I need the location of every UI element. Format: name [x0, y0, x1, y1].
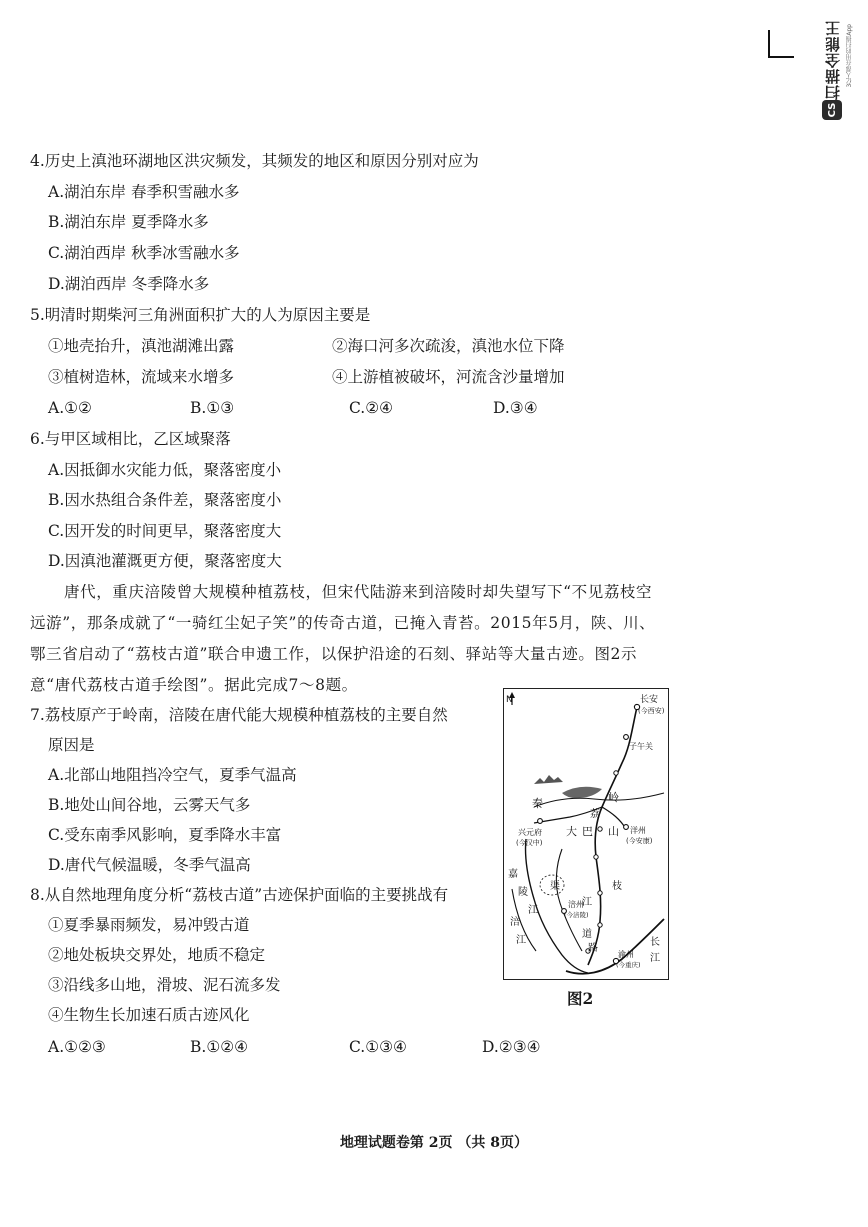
label-changan-today: (今西安) — [638, 707, 665, 715]
question-6-option-c: C.因开发的时间更早，聚落密度大 — [48, 522, 282, 540]
station-icon — [598, 923, 602, 927]
han-river — [534, 793, 664, 807]
question-7-stem: 7.荔枝原产于岭南，涪陵在唐代能大规模种植荔枝的主要自然 — [30, 706, 448, 724]
label-yuzhou-today: (今重庆) — [616, 961, 641, 969]
question-8-statement-4: ④生物生长加速石质古迹风化 — [48, 1006, 250, 1024]
passage-line-2: 远游”，那条成就了“一骑红尘妃子笑”的传奇古道，已掩入青苔。2015年5月，陕、川、 — [30, 614, 656, 632]
lychee-road-map — [503, 688, 669, 980]
label-qin: 秦 — [532, 797, 543, 810]
question-4-option-d: D.湖泊西岸 冬季降水多 — [48, 275, 210, 293]
label-da: 大 — [566, 825, 577, 838]
question-8-option-a: A.①②③ — [48, 1038, 106, 1056]
label-yangzhou: 洋州 — [630, 826, 646, 835]
question-6-stem: 6.与甲区域相比，乙区域聚落 — [30, 430, 231, 448]
question-7-stem-continued: 原因是 — [48, 736, 95, 754]
station-icon — [598, 891, 602, 895]
question-8-option-d: D.②③④ — [482, 1038, 541, 1056]
label-ling-river: 陵 — [518, 887, 528, 898]
label-yuzhou: 渝州 — [618, 950, 634, 959]
question-5-option-b: B.①③ — [190, 399, 235, 417]
question-8-option-b: B.①②④ — [190, 1038, 249, 1056]
watermark-subtitle: 3亿人都在用的扫描App — [846, 24, 853, 88]
question-6-option-d: D.因滇池灌溉更方便，聚落密度大 — [48, 552, 282, 570]
passage-line-4: 意“唐代荔枝古道手绘图”。据此完成7～8题。 — [30, 676, 358, 694]
label-dao: 道 — [582, 929, 592, 940]
station-icon — [614, 771, 618, 775]
question-8-stem: 8.从自然地理角度分析“荔枝古道”古迹保护面临的主要挑战有 — [30, 886, 449, 904]
station-icon — [594, 855, 598, 859]
question-7-option-a: A.北部山地阻挡冷空气，夏季气温高 — [48, 766, 297, 784]
watermark-title: 扫描全能王 — [824, 20, 842, 100]
mountain-icon — [534, 775, 563, 784]
map-drawing — [504, 689, 670, 981]
camscanner-logo-icon: CS — [822, 100, 842, 120]
label-chang: 长 — [650, 937, 660, 948]
question-7-option-d: D.唐代气候温暖，冬季气温高 — [48, 856, 251, 874]
question-6-option-a: A.因抵御水灾能力低，聚落密度小 — [48, 461, 282, 479]
question-4-stem: 4.历史上滇池环湖地区洪灾频发，其频发的地区和原因分别对应为 — [30, 152, 479, 170]
question-5-statement-1: ①地壳抬升，滇池湖滩出露 — [48, 337, 235, 355]
label-fuzhou-today: (今涪陵) — [564, 911, 589, 919]
question-5-statement-3: ③植树造林，流域来水增多 — [48, 368, 235, 386]
label-li: 荔 — [590, 809, 600, 820]
label-lu: 路 — [588, 943, 598, 954]
question-4-option-c: C.湖泊西岸 秋季冰雪融水多 — [48, 244, 240, 262]
station-icon — [598, 827, 602, 831]
scan-corner-mark — [768, 30, 794, 58]
question-4-option-b: B.湖泊东岸 夏季降水多 — [48, 213, 209, 231]
question-4-option-a: A.湖泊东岸 春季积雪融水多 — [48, 183, 240, 201]
label-yangzhou-today: (今安康) — [626, 837, 653, 845]
label-xingyuanfu: 兴元府 — [518, 828, 542, 837]
label-jiang-fu: 江 — [516, 935, 526, 946]
question-5-option-c: C.②④ — [349, 399, 394, 417]
station-yangzhou-icon — [624, 825, 629, 830]
station-xingyuanfu-icon — [538, 819, 543, 824]
question-5-statement-2: ②海口河多次疏浚，滇池水位下降 — [332, 337, 565, 355]
label-zhi: 枝 — [612, 881, 622, 892]
question-5-option-a: A.①② — [48, 399, 92, 417]
label-ling: 岭 — [608, 791, 619, 804]
label-ziwuguan: 子午关 — [629, 742, 653, 751]
label-qu: 渠 — [550, 881, 560, 892]
label-fu: 涪 — [510, 917, 520, 928]
north-label: N — [506, 695, 513, 705]
passage-line-3: 鄂三省启动了“荔枝古道”联合申遗工作，以保护沿途的石刻、驿站等大量古迹。图2示 — [30, 645, 638, 663]
question-5-option-d: D.③④ — [493, 399, 538, 417]
mountain-range-icon — [562, 787, 602, 798]
page-footer: 地理试题卷第 2页 （共 8页） — [339, 1135, 529, 1151]
question-7-option-b: B.地处山间谷地，云雾天气多 — [48, 796, 251, 814]
scanner-watermark — [818, 16, 858, 126]
question-8-statement-2: ②地处板块交界处，地质不稳定 — [48, 946, 266, 964]
question-7-option-c: C.受东南季风影响，夏季降水丰富 — [48, 826, 282, 844]
figure-caption: 图2 — [567, 989, 594, 1008]
label-xingyuanfu-today: (今汉中) — [516, 839, 543, 847]
question-5-stem: 5.明清时期柴河三角洲面积扩大的人为原因主要是 — [30, 306, 371, 324]
label-jia: 嘉 — [508, 869, 518, 880]
question-8-statement-3: ③沿线多山地，滑坡、泥石流多发 — [48, 976, 281, 994]
label-shan: 山 — [608, 825, 619, 838]
station-ziwuguan-icon — [624, 735, 629, 740]
question-8-option-c: C.①③④ — [349, 1038, 407, 1056]
question-6-option-b: B.因水热组合条件差，聚落密度小 — [48, 491, 282, 509]
passage-line-1: 唐代，重庆涪陵曾大规模种植荔枝，但宋代陆游来到涪陵时却失望写下“不见荔枝空 — [64, 583, 653, 601]
label-fuzhou: 涪州 — [568, 900, 584, 909]
label-changan: 长安 — [640, 695, 659, 705]
question-8-statement-1: ①夏季暴雨频发，易冲毁古道 — [48, 916, 250, 934]
label-jiang-yangtze: 江 — [650, 953, 660, 964]
label-ba: 巴 — [582, 825, 593, 838]
question-5-statement-4: ④上游植被破坏，河流含沙量增加 — [332, 368, 565, 386]
label-jiang-jialing: 江 — [528, 905, 538, 916]
label-jiang-qu: 江 — [582, 897, 592, 908]
